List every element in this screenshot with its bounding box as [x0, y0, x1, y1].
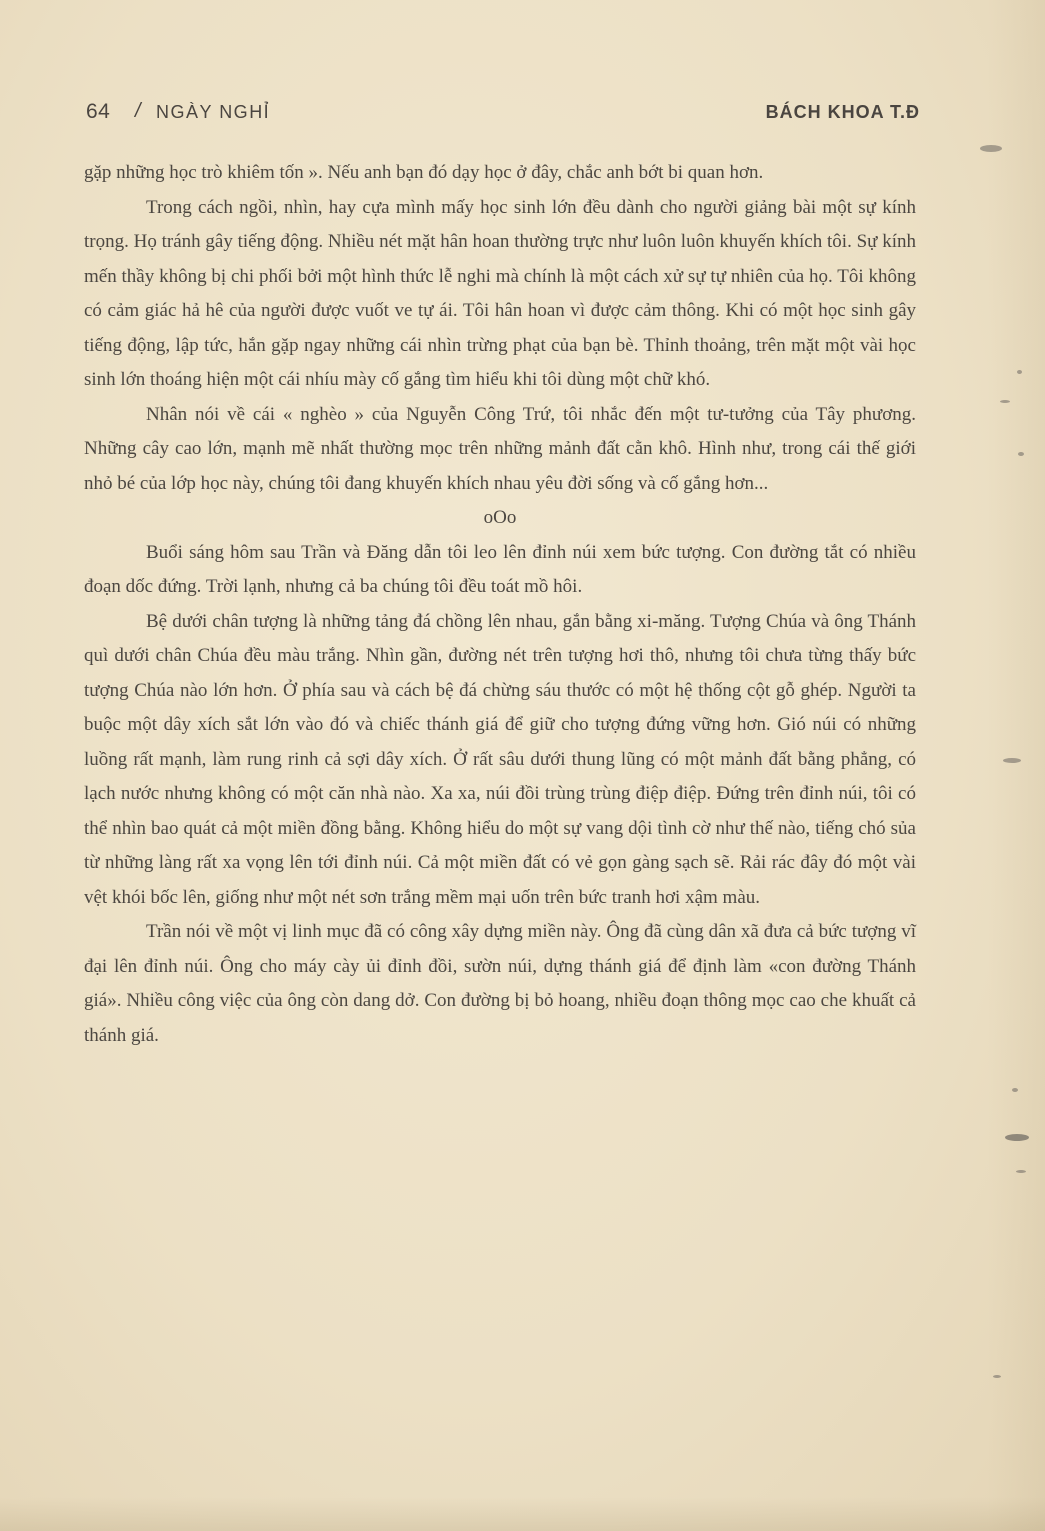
ink-mark [993, 1375, 1001, 1378]
header-separator: / [135, 100, 141, 122]
paragraph-1: gặp những học trò khiêm tốn ». Nếu anh bạn đó dạy học ở đây, chắc anh bớt bi quan hơn. [84, 162, 764, 183]
ink-mark [1003, 758, 1021, 763]
ink-mark [1005, 1134, 1029, 1141]
paragraph-2: Trong cách ngồi, nhìn, hay cựa mình mấy học sinh lớn đều dành cho người giảng bài một sự kính trọng. Họ tránh gây tiếng động. Nhiều nét mặt hân hoan thường trực như luôn luôn khuyến khích tôi. Sự kính mến thầy không bị chi phối bởi một hình thức lễ nghi mà chính là một cách xử sự tự nhiên của họ. Tôi không có cảm giác hả hê của người được vuốt ve tự ái. Tôi hân hoan vì được cảm thông. Khi có một học sinh gây tiếng động, lập tức, hắn gặp ngay những cái nhìn trừng phạt của bạn bè. Thỉnh thoảng, trên mặt một vài học sinh lớn thoáng hiện một cái nhíu mày cố gắng tìm hiểu khi tôi dùng một chữ khó. [84, 196, 916, 390]
paragraph-6: Trần nói về một vị linh mục đã có công xây dựng miền này. Ông đã cùng dân xã đưa cả bức tượng vĩ đại lên đỉnh núi. Ông cho máy cày ủi đỉnh đồi, sườn núi, dựng thánh giá để định làm «con đường Thánh giá». Nhiều công việc của ông còn dang dở. Con đường bị bỏ hoang, nhiều đoạn thông mọc cao che khuất cả thánh giá. [84, 921, 916, 1046]
ink-mark [1016, 1170, 1026, 1173]
paragraph-4: Buổi sáng hôm sau Trần và Đăng dẫn tôi leo lên đỉnh núi xem bức tượng. Con đường tắt có nhiều đoạn dốc đứng. Trời lạnh, nhưng cả ba chúng tôi đều toát mồ hôi. [84, 541, 916, 597]
ink-mark [1018, 452, 1024, 456]
ink-mark [1012, 1088, 1018, 1092]
section-title: NGÀY NGHỈ [156, 102, 271, 122]
page-bottom-shadow [0, 1497, 1045, 1531]
paragraph-3: Nhân nói về cái « nghèo » của Nguyễn Công Trứ, tôi nhắc đến một tư-tưởng của Tây phương. Những cây cao lớn, mạnh mẽ nhất thường mọc trên những mảnh đất cằn khô. Hình như, trong cái thế giới nhỏ bé của lớp học này, chúng tôi đang khuyến khích nhau yêu đời sống và cố gắng hơn... [84, 403, 916, 494]
journal-title: BÁCH KHOA T.Đ [765, 102, 920, 122]
ink-mark [1000, 400, 1010, 403]
ink-mark [980, 145, 1002, 152]
ink-mark [1017, 370, 1022, 374]
running-header [86, 100, 920, 130]
paragraph-5: Bệ dưới chân tượng là những tảng đá chồng lên nhau, gắn bằng xi-măng. Tượng Chúa và ông Thánh quì dưới chân Chúa đều màu trắng. Nhìn gần, đường nét trên tượng hơi thô, nhưng tôi chưa từng thấy bức tượng Chúa nào lớn hơn. Ở phía sau và cách bệ đá chừng sáu thước có một hệ thống cột gỗ ghép. Người ta buộc một dây xích sắt lớn vào đó và chiếc thánh giá để giữ cho tượng đứng vững hơn. Gió núi có những luồng rất mạnh, làm rung rinh cả sợi dây xích. Ở rất sâu dưới thung lũng có một mảnh đất bằng phẳng, có lạch nước nhưng không có một căn nhà nào. Xa xa, núi đồi trùng trùng điệp điệp. Đứng trên đỉnh núi, tôi có thể nhìn bao quát cả một miền đồng bằng. Không hiểu do một sự vang dội tình cờ như thế nào, tiếng chó sủa từ những làng rất xa vọng lên tới đỉnh núi. Cả một miền đất có vẻ gọn gàng sạch sẽ. Rải rác đây đó một vài vệt khói bốc lên, giống như một nét sơn trắng mềm mại uốn trên bức tranh hơi xậm màu. [84, 610, 916, 908]
page-edge-shadow [987, 0, 1045, 1531]
section-divider: oOo [483, 507, 517, 528]
article-body [84, 156, 916, 1053]
page-number: 64 [86, 100, 111, 123]
